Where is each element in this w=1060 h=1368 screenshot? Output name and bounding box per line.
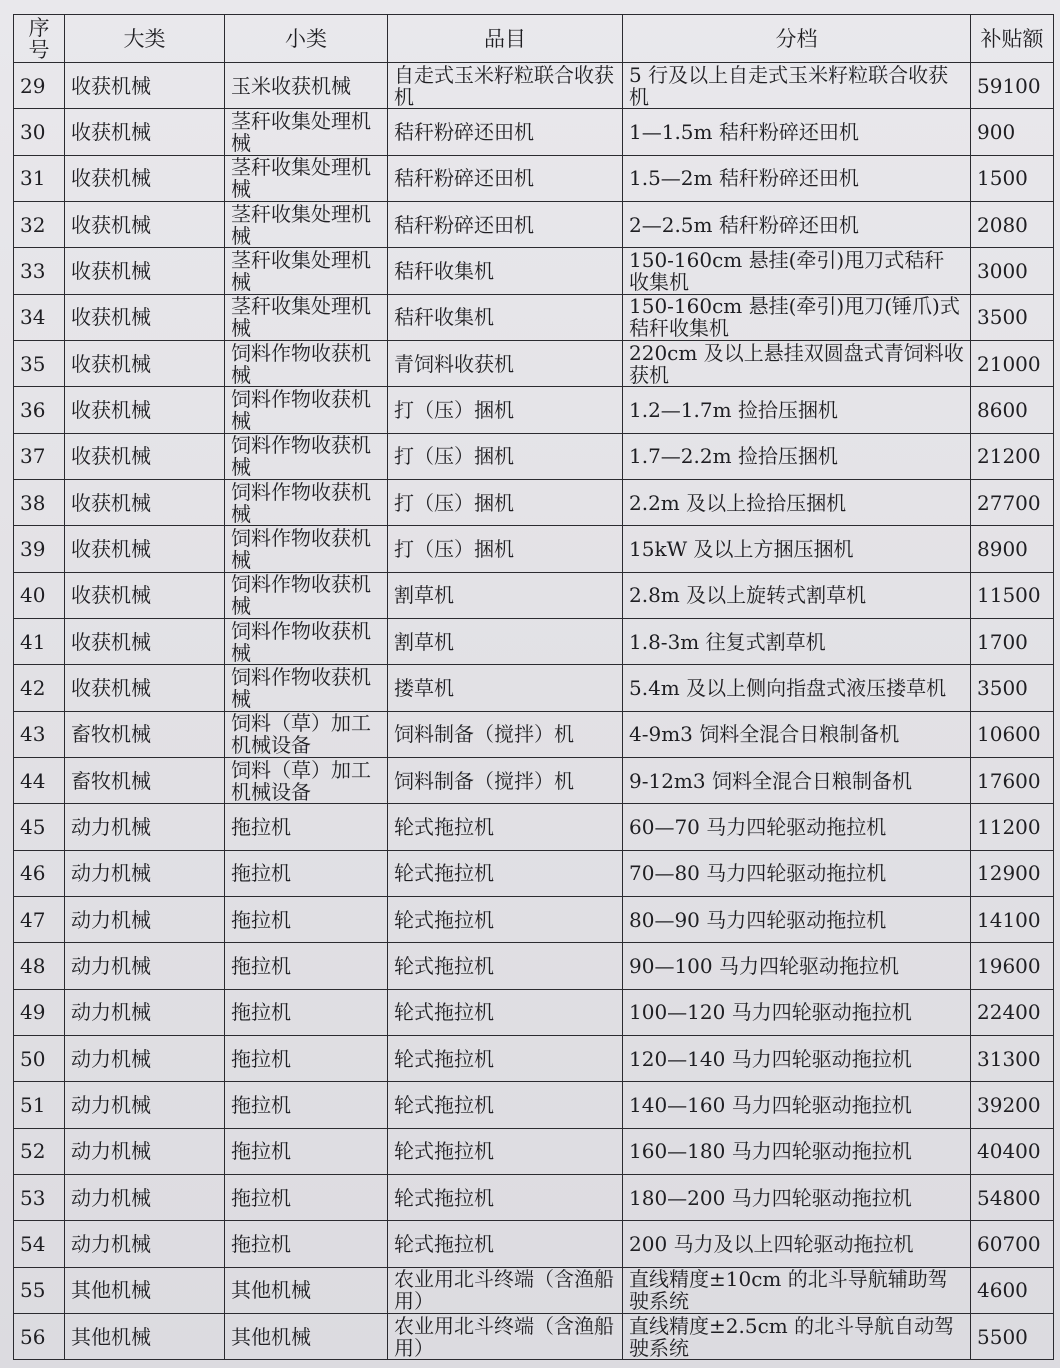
header-amount: 补贴额	[971, 15, 1054, 63]
row-grade: 直线精度±2.5cm 的北斗导航自动驾驶系统	[623, 1313, 971, 1359]
table-row	[14, 1128, 1054, 1174]
row-category: 收获机械	[65, 63, 225, 109]
row-subcategory: 玉米收获机械	[225, 63, 388, 109]
row-category: 收获机械	[65, 340, 225, 386]
row-item: 轮式拖拉机	[388, 1035, 623, 1081]
row-grade: 80—90 马力四轮驱动拖拉机	[623, 896, 971, 942]
row-item: 轮式拖拉机	[388, 989, 623, 1035]
row-subcategory: 拖拉机	[225, 804, 388, 850]
row-category: 动力机械	[65, 896, 225, 942]
row-category: 动力机械	[65, 943, 225, 989]
table-row	[14, 248, 1054, 294]
row-category: 动力机械	[65, 1221, 225, 1267]
table-row	[14, 526, 1054, 572]
row-subcategory: 饲料（草）加工机械设备	[225, 711, 388, 757]
row-subcategory: 饲料（草）加工机械设备	[225, 757, 388, 803]
row-item: 轮式拖拉机	[388, 1082, 623, 1128]
row-grade: 15kW 及以上方捆压捆机	[623, 526, 971, 572]
header-category: 大类	[65, 15, 225, 63]
row-grade: 140—160 马力四轮驱动拖拉机	[623, 1082, 971, 1128]
row-amount: 900	[971, 109, 1054, 155]
row-item: 打（压）捆机	[388, 387, 623, 433]
table-row	[14, 479, 1054, 525]
row-subcategory: 饲料作物收获机械	[225, 387, 388, 433]
row-grade: 150-160cm 悬挂(牵引)甩刀式秸秆收集机	[623, 248, 971, 294]
row-amount: 4600	[971, 1267, 1054, 1313]
row-amount: 27700	[971, 479, 1054, 525]
row-number: 37	[14, 433, 65, 479]
row-subcategory: 拖拉机	[225, 943, 388, 989]
table-row	[14, 155, 1054, 201]
table-row	[14, 943, 1054, 989]
row-category: 收获机械	[65, 526, 225, 572]
row-subcategory: 拖拉机	[225, 1174, 388, 1220]
table-row	[14, 1174, 1054, 1220]
row-number: 47	[14, 896, 65, 942]
row-subcategory: 拖拉机	[225, 896, 388, 942]
row-subcategory: 茎秆收集处理机械	[225, 294, 388, 340]
row-subcategory: 拖拉机	[225, 850, 388, 896]
row-number: 42	[14, 665, 65, 711]
row-item: 打（压）捆机	[388, 433, 623, 479]
table-row	[14, 572, 1054, 618]
row-item: 割草机	[388, 618, 623, 664]
row-item: 秸秆收集机	[388, 294, 623, 340]
row-amount: 12900	[971, 850, 1054, 896]
row-category: 收获机械	[65, 433, 225, 479]
row-item: 农业用北斗终端（含渔船用）	[388, 1267, 623, 1313]
header-no: 序号	[14, 15, 65, 63]
row-item: 割草机	[388, 572, 623, 618]
row-subcategory: 茎秆收集处理机械	[225, 248, 388, 294]
table-row	[14, 1082, 1054, 1128]
row-number: 33	[14, 248, 65, 294]
row-item: 秸秆粉碎还田机	[388, 201, 623, 247]
row-item: 轮式拖拉机	[388, 1174, 623, 1220]
row-item: 打（压）捆机	[388, 526, 623, 572]
row-number: 51	[14, 1082, 65, 1128]
table-row	[14, 63, 1054, 109]
row-amount: 11200	[971, 804, 1054, 850]
row-category: 收获机械	[65, 109, 225, 155]
row-category: 收获机械	[65, 572, 225, 618]
header-subcategory: 小类	[225, 15, 388, 63]
row-category: 收获机械	[65, 294, 225, 340]
row-number: 45	[14, 804, 65, 850]
row-number: 41	[14, 618, 65, 664]
table-row	[14, 850, 1054, 896]
row-number: 49	[14, 989, 65, 1035]
table-row	[14, 618, 1054, 664]
row-amount: 59100	[971, 63, 1054, 109]
row-amount: 11500	[971, 572, 1054, 618]
row-grade: 160—180 马力四轮驱动拖拉机	[623, 1128, 971, 1174]
table-row	[14, 201, 1054, 247]
row-amount: 21200	[971, 433, 1054, 479]
row-grade: 直线精度±10cm 的北斗导航辅助驾驶系统	[623, 1267, 971, 1313]
row-item: 轮式拖拉机	[388, 1221, 623, 1267]
row-amount: 19600	[971, 943, 1054, 989]
row-category: 动力机械	[65, 1128, 225, 1174]
row-number: 40	[14, 572, 65, 618]
row-grade: 180—200 马力四轮驱动拖拉机	[623, 1174, 971, 1220]
row-grade: 1.7—2.2m 捡拾压捆机	[623, 433, 971, 479]
row-grade: 220cm 及以上悬挂双圆盘式青饲料收获机	[623, 340, 971, 386]
row-category: 动力机械	[65, 989, 225, 1035]
row-number: 50	[14, 1035, 65, 1081]
row-category: 收获机械	[65, 201, 225, 247]
table-row	[14, 896, 1054, 942]
row-amount: 3000	[971, 248, 1054, 294]
row-item: 饲料制备（搅拌）机	[388, 711, 623, 757]
row-item: 农业用北斗终端（含渔船用）	[388, 1313, 623, 1359]
row-number: 36	[14, 387, 65, 433]
row-subcategory: 拖拉机	[225, 1128, 388, 1174]
row-item: 搂草机	[388, 665, 623, 711]
row-item: 青饲料收获机	[388, 340, 623, 386]
row-subcategory: 拖拉机	[225, 989, 388, 1035]
row-item: 饲料制备（搅拌）机	[388, 757, 623, 803]
table-row	[14, 1313, 1054, 1359]
row-grade: 1.5—2m 秸秆粉碎还田机	[623, 155, 971, 201]
row-category: 其他机械	[65, 1313, 225, 1359]
row-number: 35	[14, 340, 65, 386]
row-number: 56	[14, 1313, 65, 1359]
row-subcategory: 其他机械	[225, 1267, 388, 1313]
subsidy-table	[13, 14, 1054, 1360]
row-item: 轮式拖拉机	[388, 896, 623, 942]
row-amount: 3500	[971, 665, 1054, 711]
table-row	[14, 294, 1054, 340]
row-category: 动力机械	[65, 850, 225, 896]
row-item: 秸秆收集机	[388, 248, 623, 294]
table-header-row	[14, 15, 1054, 63]
row-category: 收获机械	[65, 248, 225, 294]
row-number: 29	[14, 63, 65, 109]
row-category: 收获机械	[65, 479, 225, 525]
table-row	[14, 1035, 1054, 1081]
row-number: 46	[14, 850, 65, 896]
row-number: 44	[14, 757, 65, 803]
row-amount: 3500	[971, 294, 1054, 340]
row-grade: 2.8m 及以上旋转式割草机	[623, 572, 971, 618]
row-number: 39	[14, 526, 65, 572]
row-subcategory: 拖拉机	[225, 1082, 388, 1128]
row-category: 动力机械	[65, 1082, 225, 1128]
row-item: 打（压）捆机	[388, 479, 623, 525]
row-amount: 1700	[971, 618, 1054, 664]
row-grade: 5.4m 及以上侧向指盘式液压搂草机	[623, 665, 971, 711]
table-row	[14, 1267, 1054, 1313]
row-amount: 1500	[971, 155, 1054, 201]
row-grade: 5 行及以上自走式玉米籽粒联合收获机	[623, 63, 971, 109]
row-item: 轮式拖拉机	[388, 804, 623, 850]
row-category: 畜牧机械	[65, 711, 225, 757]
row-grade: 150-160cm 悬挂(牵引)甩刀(锤爪)式秸秆收集机	[623, 294, 971, 340]
row-amount: 2080	[971, 201, 1054, 247]
row-subcategory: 拖拉机	[225, 1035, 388, 1081]
row-number: 31	[14, 155, 65, 201]
row-amount: 17600	[971, 757, 1054, 803]
table-row	[14, 804, 1054, 850]
table-row	[14, 989, 1054, 1035]
row-item: 轮式拖拉机	[388, 850, 623, 896]
row-category: 动力机械	[65, 1035, 225, 1081]
row-subcategory: 茎秆收集处理机械	[225, 155, 388, 201]
row-category: 动力机械	[65, 1174, 225, 1220]
row-item: 秸秆粉碎还田机	[388, 155, 623, 201]
row-number: 32	[14, 201, 65, 247]
table-row	[14, 387, 1054, 433]
row-number: 54	[14, 1221, 65, 1267]
row-amount: 54800	[971, 1174, 1054, 1220]
header-item: 品目	[388, 15, 623, 63]
row-subcategory: 饲料作物收获机械	[225, 340, 388, 386]
header-grade: 分档	[623, 15, 971, 63]
row-amount: 8600	[971, 387, 1054, 433]
row-subcategory: 饲料作物收获机械	[225, 433, 388, 479]
row-category: 畜牧机械	[65, 757, 225, 803]
row-grade: 9-12m3 饲料全混合日粮制备机	[623, 757, 971, 803]
row-category: 收获机械	[65, 387, 225, 433]
row-subcategory: 拖拉机	[225, 1221, 388, 1267]
row-subcategory: 饲料作物收获机械	[225, 526, 388, 572]
table-row	[14, 340, 1054, 386]
row-subcategory: 饲料作物收获机械	[225, 618, 388, 664]
table-row	[14, 433, 1054, 479]
row-number: 53	[14, 1174, 65, 1220]
row-grade: 2.2m 及以上捡拾压捆机	[623, 479, 971, 525]
row-item: 自走式玉米籽粒联合收获机	[388, 63, 623, 109]
row-grade: 2—2.5m 秸秆粉碎还田机	[623, 201, 971, 247]
table-row	[14, 109, 1054, 155]
table-row	[14, 711, 1054, 757]
row-subcategory: 饲料作物收获机械	[225, 479, 388, 525]
row-amount: 40400	[971, 1128, 1054, 1174]
row-amount: 14100	[971, 896, 1054, 942]
row-amount: 22400	[971, 989, 1054, 1035]
row-grade: 200 马力及以上四轮驱动拖拉机	[623, 1221, 971, 1267]
row-number: 34	[14, 294, 65, 340]
row-grade: 1.2—1.7m 捡拾压捆机	[623, 387, 971, 433]
row-grade: 1.8-3m 往复式割草机	[623, 618, 971, 664]
row-amount: 10600	[971, 711, 1054, 757]
row-subcategory: 饲料作物收获机械	[225, 572, 388, 618]
row-amount: 5500	[971, 1313, 1054, 1359]
row-amount: 31300	[971, 1035, 1054, 1081]
row-grade: 100—120 马力四轮驱动拖拉机	[623, 989, 971, 1035]
table-row	[14, 1221, 1054, 1267]
row-number: 30	[14, 109, 65, 155]
row-number: 52	[14, 1128, 65, 1174]
row-grade: 1—1.5m 秸秆粉碎还田机	[623, 109, 971, 155]
row-number: 38	[14, 479, 65, 525]
row-amount: 60700	[971, 1221, 1054, 1267]
table-body	[14, 63, 1054, 1360]
row-item: 轮式拖拉机	[388, 943, 623, 989]
row-grade: 60—70 马力四轮驱动拖拉机	[623, 804, 971, 850]
row-category: 动力机械	[65, 804, 225, 850]
table-row	[14, 757, 1054, 803]
row-subcategory: 茎秆收集处理机械	[225, 201, 388, 247]
row-grade: 4-9m3 饲料全混合日粮制备机	[623, 711, 971, 757]
row-subcategory: 饲料作物收获机械	[225, 665, 388, 711]
row-grade: 120—140 马力四轮驱动拖拉机	[623, 1035, 971, 1081]
row-item: 轮式拖拉机	[388, 1128, 623, 1174]
row-subcategory: 其他机械	[225, 1313, 388, 1359]
row-grade: 90—100 马力四轮驱动拖拉机	[623, 943, 971, 989]
row-category: 收获机械	[65, 665, 225, 711]
row-amount: 21000	[971, 340, 1054, 386]
row-item: 秸秆粉碎还田机	[388, 109, 623, 155]
row-number: 55	[14, 1267, 65, 1313]
table-row	[14, 665, 1054, 711]
row-category: 收获机械	[65, 618, 225, 664]
row-number: 43	[14, 711, 65, 757]
row-subcategory: 茎秆收集处理机械	[225, 109, 388, 155]
row-number: 48	[14, 943, 65, 989]
row-category: 其他机械	[65, 1267, 225, 1313]
row-category: 收获机械	[65, 155, 225, 201]
row-amount: 39200	[971, 1082, 1054, 1128]
row-amount: 8900	[971, 526, 1054, 572]
row-grade: 70—80 马力四轮驱动拖拉机	[623, 850, 971, 896]
